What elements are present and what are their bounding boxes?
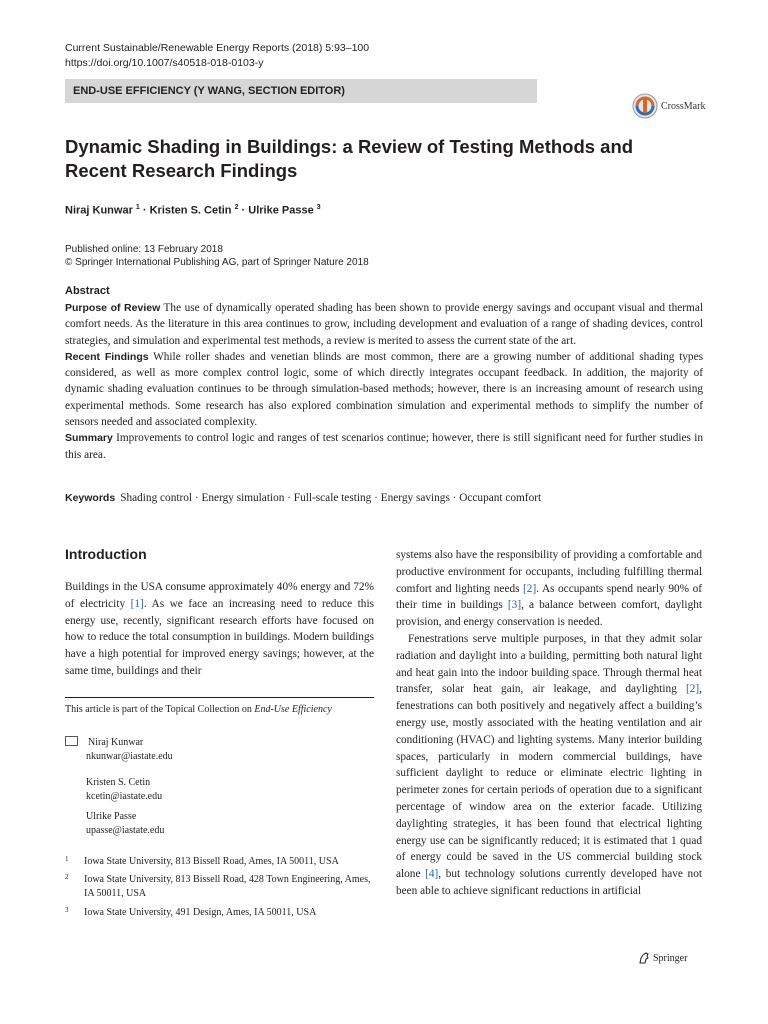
purpose-label: Purpose of Review	[65, 302, 161, 314]
author-affiliation-mark: 2	[234, 204, 239, 211]
contact-name: Kristen S. Cetin	[86, 777, 151, 788]
crossmark-label: CrossMark	[661, 100, 706, 112]
abstract-body	[65, 300, 703, 463]
author-name[interactable]: Kristen S. Cetin	[149, 204, 232, 217]
journal-citation: Current Sustainable/Renewable Energy Reports (2018) 5:93–100	[65, 42, 370, 54]
text-run: Fenestrations serve multiple purposes, in that they admit solar radiation and daylight into a building, permitting both natural light and heat gain into the indoor building space. Through thermal heat transfer, solar heat gain, air leakage, and daylighting	[396, 632, 702, 696]
affiliation-text: Iowa State University, 491 Design, Ames, IA 50011, USA	[84, 907, 317, 918]
contact-name: Ulrike Passe	[86, 811, 137, 822]
author-separator: ·	[139, 204, 150, 217]
intro-paragraph	[396, 547, 702, 631]
author-contacts	[65, 735, 173, 838]
text-run: . As occupants spend nearly 90% of their time in buildings	[396, 582, 702, 612]
author-name[interactable]: Ulrike Passe	[248, 204, 314, 217]
publisher-name: Springer	[653, 952, 688, 964]
contact-email[interactable]: kcetin@iastate.edu	[86, 791, 163, 802]
summary-label: Summary	[65, 432, 113, 445]
copyright-notice: © Springer International Publishing AG, part of Springer Nature 2018	[65, 257, 369, 268]
author-affiliation-mark: 1	[135, 204, 140, 211]
publisher-logo	[638, 952, 687, 964]
affiliation-text: Iowa State University, 813 Bissell Road, 428 Town Engineering, Ames, IA 50011, USA	[84, 874, 371, 899]
intro-paragraph	[65, 579, 374, 680]
author-name[interactable]: Niraj Kunwar	[65, 204, 133, 217]
contact-email[interactable]: upasse@iastate.edu	[86, 825, 165, 836]
text-run: , fenestrations can both positively and negatively affect a building’s energy use, mostly associated with the heating ventilation and air conditioning (HVAC) and lighting systems. Many interior building spaces, particularly in modern commercial buildings, have sufficient daylight to reduce or eliminate electric lighting in perimeter zones for certain periods of operation due to a significant percentage of window area on the exterior facade. Utilizing daylighting strategies, it has been found that electrical lighting energy use can be significantly reduced; it is estimated that 1 quad of energy could be saved in the US commercial building stock alone	[396, 683, 702, 881]
purpose-text: The use of dynamically operated shading has been shown to provide energy savings and occupant visual and thermal comfort needs. As the literature in this area continues to grow, including development and evaluation of a range of shading devices, control strategies, and simulation and experimental test methods, a review is merited to assess the current state of the art.	[65, 302, 703, 347]
crossmark-badge[interactable]	[632, 93, 705, 119]
mail-icon	[65, 736, 78, 746]
published-date: Published online: 13 February 2018	[65, 244, 223, 255]
affiliation-item	[65, 873, 374, 901]
affiliation-item	[65, 855, 374, 869]
keywords-label: Keywords	[65, 492, 116, 504]
topical-collection-name: End-Use Efficiency	[254, 704, 332, 715]
text-run: Buildings in the USA consume approximately 40% energy and 72% of electricity	[65, 581, 374, 610]
contact-entry	[65, 735, 173, 750]
affiliation-item	[65, 906, 374, 920]
text-run: systems also have the responsibility of providing a comfortable and productive environment for occupants, including fulfilling thermal comfort and lighting needs	[396, 549, 702, 595]
footnote-divider	[65, 697, 374, 698]
affiliation-number: 3	[65, 906, 69, 914]
findings-label: Recent Findings	[65, 350, 149, 363]
topical-prefix: This article is part of the Topical Collection on	[65, 704, 255, 715]
intro-paragraph	[396, 631, 702, 900]
summary-text: Improvements to control logic and ranges of test scenarios continue; however, there is still significant need for further studies in this area.	[65, 432, 704, 461]
affiliation-number: 2	[65, 873, 69, 881]
abstract-summary	[65, 430, 703, 463]
crossmark-icon	[632, 93, 658, 119]
citation-link[interactable]: [4]	[425, 868, 439, 881]
text-run: . As we face an increasing need to reduce this energy use, recently, significant research efforts have focused on how to reduce the total consumption in buildings. Modern buildings have a high potential for improved energy savings; however, at the same time, buildings and their	[65, 597, 374, 677]
author-affiliation-mark: 3	[316, 204, 321, 211]
text-run: , but technology solutions currently developed have not been able to achieve significant reductions in artificial	[396, 868, 702, 897]
abstract-purpose	[65, 300, 703, 349]
citation-link[interactable]: [1]	[130, 597, 144, 610]
intro-left-column	[65, 579, 374, 680]
citation-link[interactable]: [2]	[685, 683, 700, 696]
intro-right-column	[396, 547, 702, 900]
citation-link[interactable]: [2]	[523, 582, 537, 595]
springer-horse-icon	[638, 952, 650, 964]
citation-link[interactable]: [3]	[507, 599, 522, 612]
author-separator: ·	[238, 204, 249, 217]
findings-text: While roller shades and venetian blinds are most common, there are a growing number of additional shading types considered, as well as more complex control logic, some of which directly integrates occupant feedback. In addition, the majority of dynamic shading evaluation continues to be through simulation-based methods; however, there is an increasing amount of research using experimental methods. Some research has also explored combination simulation and experimental methods to simplify the number of sensors needed and associated complexity.	[65, 350, 703, 429]
doi-link[interactable]: https://doi.org/10.1007/s40518-018-0103-y	[65, 57, 264, 69]
article-title: Dynamic Shading in Buildings: a Review of Testing Methods and Recent Research Findings	[65, 136, 634, 181]
introduction-heading: Introduction	[65, 546, 147, 562]
topical-collection-note	[65, 704, 332, 715]
author-list	[65, 204, 321, 217]
section-banner: END-USE EFFICIENCY (Y WANG, SECTION EDITOR)	[65, 79, 537, 103]
abstract-heading: Abstract	[65, 285, 110, 297]
keywords	[65, 492, 541, 504]
affiliation-number: 1	[65, 855, 69, 863]
abstract-findings	[65, 349, 703, 430]
affiliation-text: Iowa State University, 813 Bissell Road, Ames, IA 50011, USA	[84, 856, 339, 867]
contact-name: Niraj Kunwar	[88, 737, 144, 748]
keywords-text: Shading control · Energy simulation · Full-scale testing · Energy savings · Occupant comfort	[120, 492, 542, 504]
contact-email[interactable]: nkunwar@iastate.edu	[86, 751, 173, 762]
text-run: , a balance between comfort, daylight provision, and energy conservation is needed.	[396, 599, 703, 629]
